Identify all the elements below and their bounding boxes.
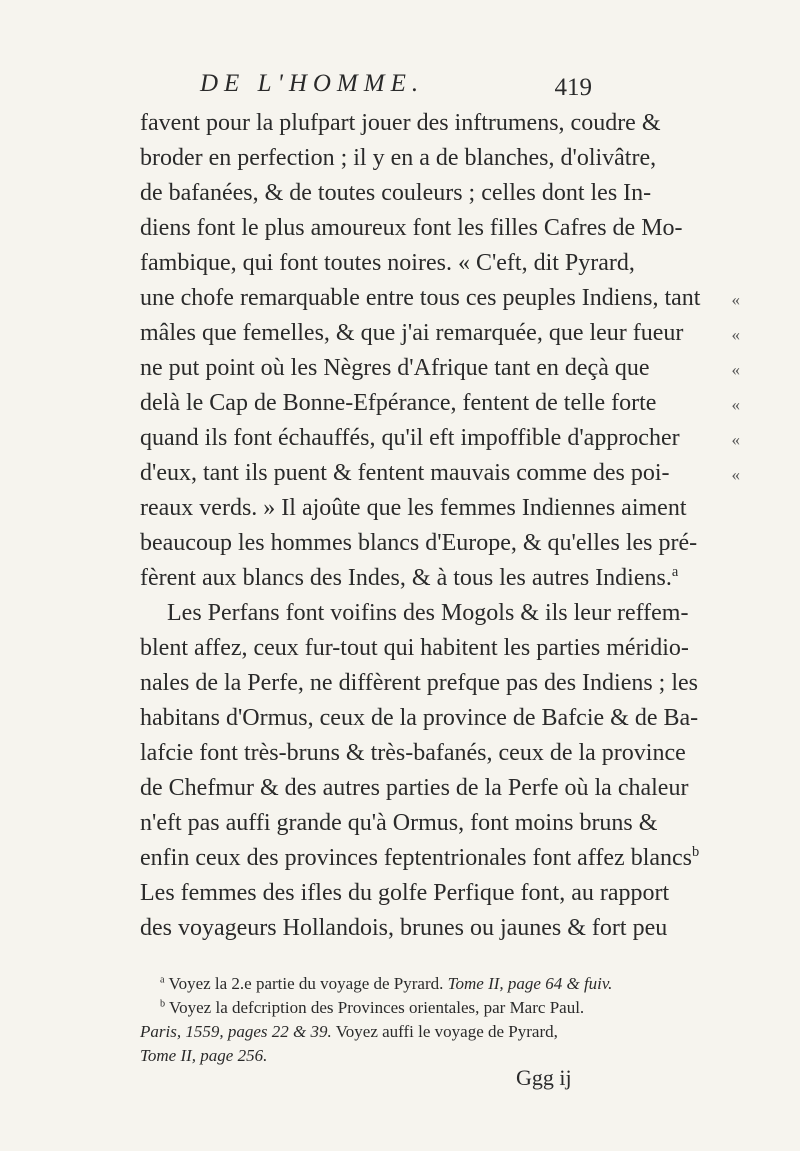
margin-quote: « (731, 290, 740, 309)
line-text: d'eux, tant ils puent & fentent mauvais comme des poi- (140, 460, 670, 486)
footnote-a (140, 972, 740, 996)
text-line (140, 596, 740, 631)
line-text: Les femmes des ifles du golfe Perfique font, au rapport (140, 880, 670, 906)
line-text: de Chefmur & des autres parties de la Perfe où la chaleur (140, 775, 689, 801)
text-line (140, 141, 740, 176)
footnote-ref-b: b (692, 844, 700, 860)
line-text (140, 841, 699, 876)
text-line (140, 421, 740, 456)
line-text: broder en perfection ; il y en a de blanches, d'olivâtre, (140, 145, 657, 171)
footnote-text: Voyez auffi le voyage de Pyrard, (335, 1022, 558, 1041)
footnote-b-continued (140, 1044, 740, 1068)
text-line (140, 456, 740, 491)
running-title: DE L'HOMME. (200, 70, 425, 97)
text-line (140, 806, 740, 841)
line-text (140, 561, 678, 596)
line-text: beaucoup les hommes blancs d'Europe, & qu'elles les pré- (140, 530, 698, 556)
text-line (140, 351, 740, 386)
text-line (140, 211, 740, 246)
text-line (140, 876, 740, 911)
footnote-reference: Tome II, page 256. (140, 1046, 268, 1065)
footnote-text: Voyez la defcription des Provinces orientales, par Marc Paul. (169, 998, 585, 1017)
footnote-ref-a: a (671, 564, 679, 580)
line-text: favent pour la plufpart jouer des inftrumens, coudre & (140, 110, 661, 136)
line-text: une chofe remarquable entre tous ces peuples Indiens, tant (140, 285, 701, 311)
line-text-content: fèrent aux blancs des Indes, & à tous les autres Indiens. (140, 565, 672, 591)
line-text: n'eft pas auffi grande qu'à Ormus, font moins bruns & (140, 810, 658, 836)
footnote-reference: Paris, 1559, pages 22 & 39. (140, 1022, 332, 1041)
footnotes (140, 972, 740, 1068)
running-head (200, 70, 592, 106)
footnote-marker: b (160, 998, 166, 1010)
line-text: lafcie font très-bruns & très-bafanés, ceux de la province (140, 740, 686, 766)
line-text: Les Perfans font voifins des Mogols & ils leur reffem- (167, 600, 689, 626)
text-line (140, 491, 740, 526)
line-text: diens font le plus amoureux font les filles Cafres de Mo- (140, 215, 683, 241)
margin-quote: « (731, 465, 740, 484)
page-number: 419 (554, 74, 592, 101)
text-line (140, 246, 740, 281)
footnote-text: Voyez la 2.e partie du voyage de Pyrard. (168, 974, 444, 993)
line-text: ne put point où les Nègres d'Afrique tant en deçà que (140, 355, 650, 381)
text-line (140, 631, 740, 666)
text-line (140, 386, 740, 421)
text-line (140, 841, 740, 876)
margin-quote: « (731, 325, 740, 344)
margin-quote: « (731, 430, 740, 449)
text-line (140, 106, 740, 141)
line-text: reaux verds. » Il ajoûte que les femmes Indiennes aiment (140, 495, 687, 521)
margin-quote: « (731, 360, 740, 379)
line-text: nales de la Perfe, ne diffèrent prefque pas des Indiens ; les (140, 670, 699, 696)
line-text-content: enfin ceux des provinces feptentrionales font affez blancs (140, 845, 692, 871)
text-line (140, 281, 740, 316)
text-line (140, 526, 740, 561)
footnote-b-continued (140, 1020, 740, 1044)
footnote-marker: a (160, 974, 165, 986)
text-line (140, 666, 740, 701)
text-line (140, 771, 740, 806)
line-text: de bafanées, & de toutes couleurs ; celles dont les In- (140, 180, 652, 206)
text-line (140, 176, 740, 211)
text-line (140, 316, 740, 351)
footnote-b (140, 996, 740, 1020)
text-line (140, 701, 740, 736)
line-text: habitans d'Ormus, ceux de la province de Bafcie & de Ba- (140, 705, 699, 731)
margin-quote: « (731, 395, 740, 414)
line-text: mâles que femelles, & que j'ai remarquée, que leur fueur (140, 320, 684, 346)
text-line (140, 561, 740, 596)
line-text: fambique, qui font toutes noires. « C'eft, dit Pyrard, (140, 250, 635, 276)
text-line (140, 911, 740, 946)
line-text: blent affez, ceux fur-tout qui habitent les parties méridio- (140, 635, 689, 661)
footnote-reference: Tome II, page 64 & fuiv. (447, 974, 613, 993)
signature-mark: Ggg ij (516, 1065, 572, 1090)
line-text: delà le Cap de Bonne-Efpérance, fentent de telle forte (140, 390, 657, 416)
line-text: des voyageurs Hollandois, brunes ou jaunes & fort peu (140, 915, 668, 941)
text-line (140, 736, 740, 771)
line-text: quand ils font échauffés, qu'il eft impoffible d'approcher (140, 425, 680, 451)
body-text (140, 106, 740, 946)
